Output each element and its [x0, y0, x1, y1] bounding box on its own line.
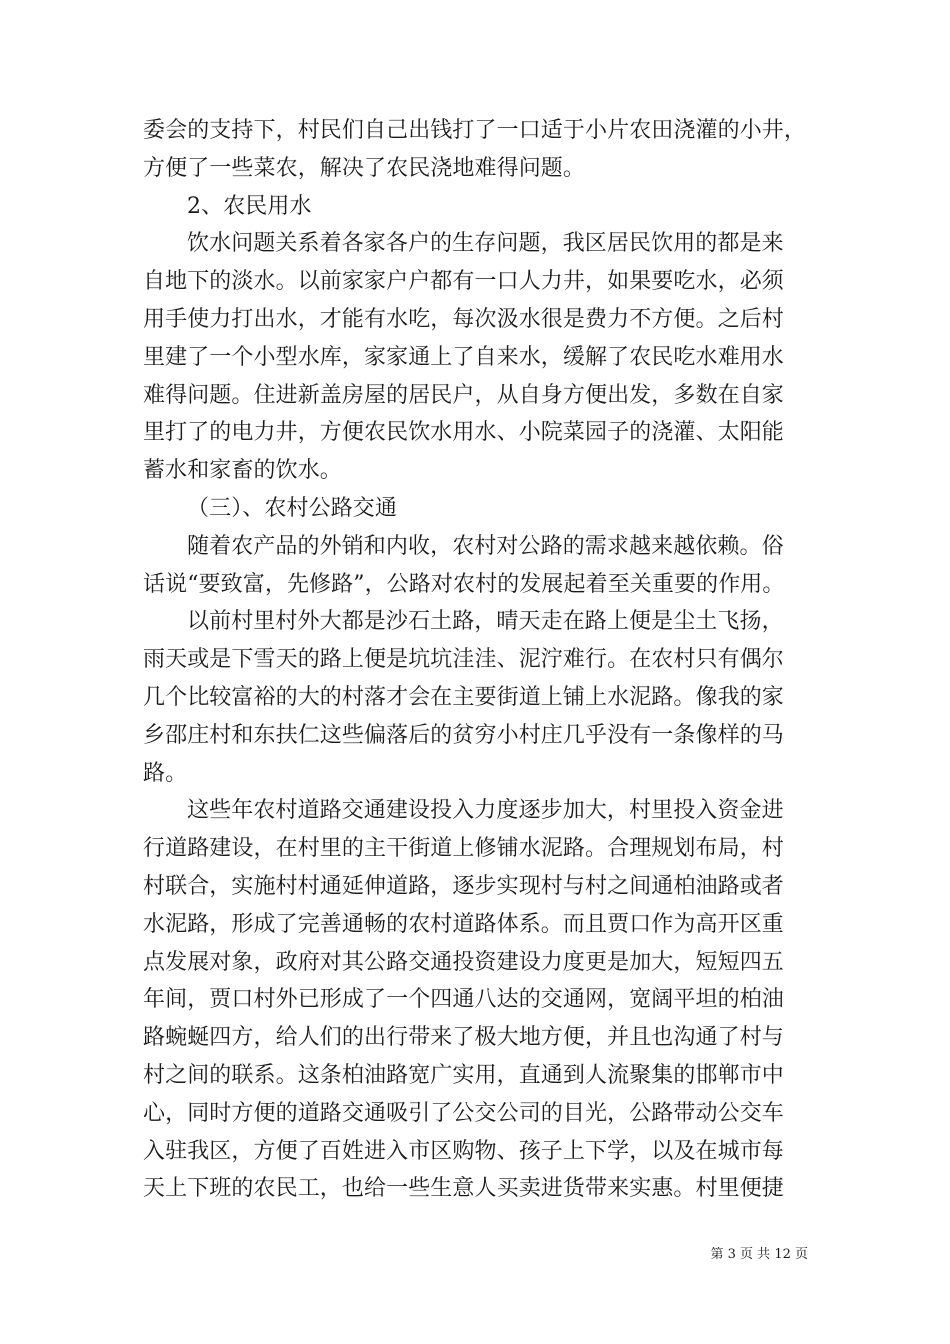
text-line: 路。 [143, 760, 188, 786]
text-line: 方便了一些菜农，解决了农民浇地难得问题。 [143, 155, 586, 181]
text-line: 路蜿蜒四方，给人们的出行带来了极大地方便，并且也沟通了村与 [143, 1025, 784, 1051]
text-line: 行道路建设，在村里的主干街道上修铺水泥路。合理规划布局，村 [143, 836, 784, 862]
text-line: 天上下班的农民工，也给一些生意人买卖进货带来实惠。村里便捷 [143, 1176, 784, 1202]
text-line: 话说“要致富，先修路”，公路对农村的发展起着至关重要的作用。 [143, 571, 785, 597]
text-line: 里建了一个小型水库，家家通上了自来水，缓解了农民吃水难用水 [143, 344, 784, 370]
text-line: 饮水问题关系着各家各户的生存问题，我区居民饮用的都是来 [187, 231, 784, 257]
text-line: 点发展对象，政府对其公路交通投资建设力度更是加大，短短四五 [143, 949, 784, 975]
text-line: 难得问题。住进新盖房屋的居民户，从自身方便出发，多数在自家 [143, 382, 784, 408]
page-number: 第 3 页 共 12 页 [710, 1247, 808, 1262]
text-line: 村联合，实施村村通延伸道路，逐步实现村与村之间通柏油路或者 [143, 873, 784, 899]
text-line: 随着农产品的外销和内收，农村对公路的需求越来越依赖。俗 [187, 533, 784, 559]
text-line: 这些年农村道路交通建设投入力度逐步加大，村里投入资金进 [187, 798, 784, 824]
text-line: 村之间的联系。这条柏油路宽广实用，直通到人流聚集的邯郸市中 [143, 1062, 784, 1088]
text-line: 里打了的电力井，方便农民饮水用水、小院菜园子的浇灌、太阳能 [143, 420, 784, 446]
text-line: 委会的支持下，村民们自己出钱打了一口适于小片农田浇灌的小井， [143, 118, 807, 143]
text-line: 几个比较富裕的大的村落才会在主要街道上铺上水泥路。像我的家 [143, 684, 784, 710]
text-line: 蓄水和家畜的饮水。 [143, 458, 342, 484]
text-line: 水泥路，形成了完善通畅的农村道路体系。而且贾口作为高开区重 [143, 911, 784, 937]
text-line: 雨天或是下雪天的路上便是坑坑洼洼、泥泞难行。在农村只有偶尔 [143, 647, 784, 673]
text-line: 自地下的淡水。以前家家户户都有一口人力井，如果要吃水，必须 [143, 269, 784, 295]
text-line: 用手使力打出水，才能有水吃，每次汲水很是费力不方便。之后村 [143, 306, 784, 332]
document-body [143, 112, 808, 1208]
section-heading: 2、农民用水 [187, 193, 312, 219]
text-line: 入驻我区，方便了百姓进入市区购物、孩子上下学，以及在城市每 [143, 1138, 784, 1164]
text-line: 以前村里村外大都是沙石土路，晴天走在路上便是尘土飞扬， [187, 609, 784, 635]
text-line: 年间，贾口村外已形成了一个四通八达的交通网，宽阔平坦的柏油 [143, 987, 784, 1013]
text-line: 乡邵庄村和东扶仁这些偏落后的贫穷小村庄几乎没有一条像样的马 [143, 722, 784, 748]
section-heading: （三）、农村公路交通 [187, 495, 398, 521]
text-line: 心，同时方便的道路交通吸引了公交公司的目光，公路带动公交车 [143, 1100, 784, 1126]
